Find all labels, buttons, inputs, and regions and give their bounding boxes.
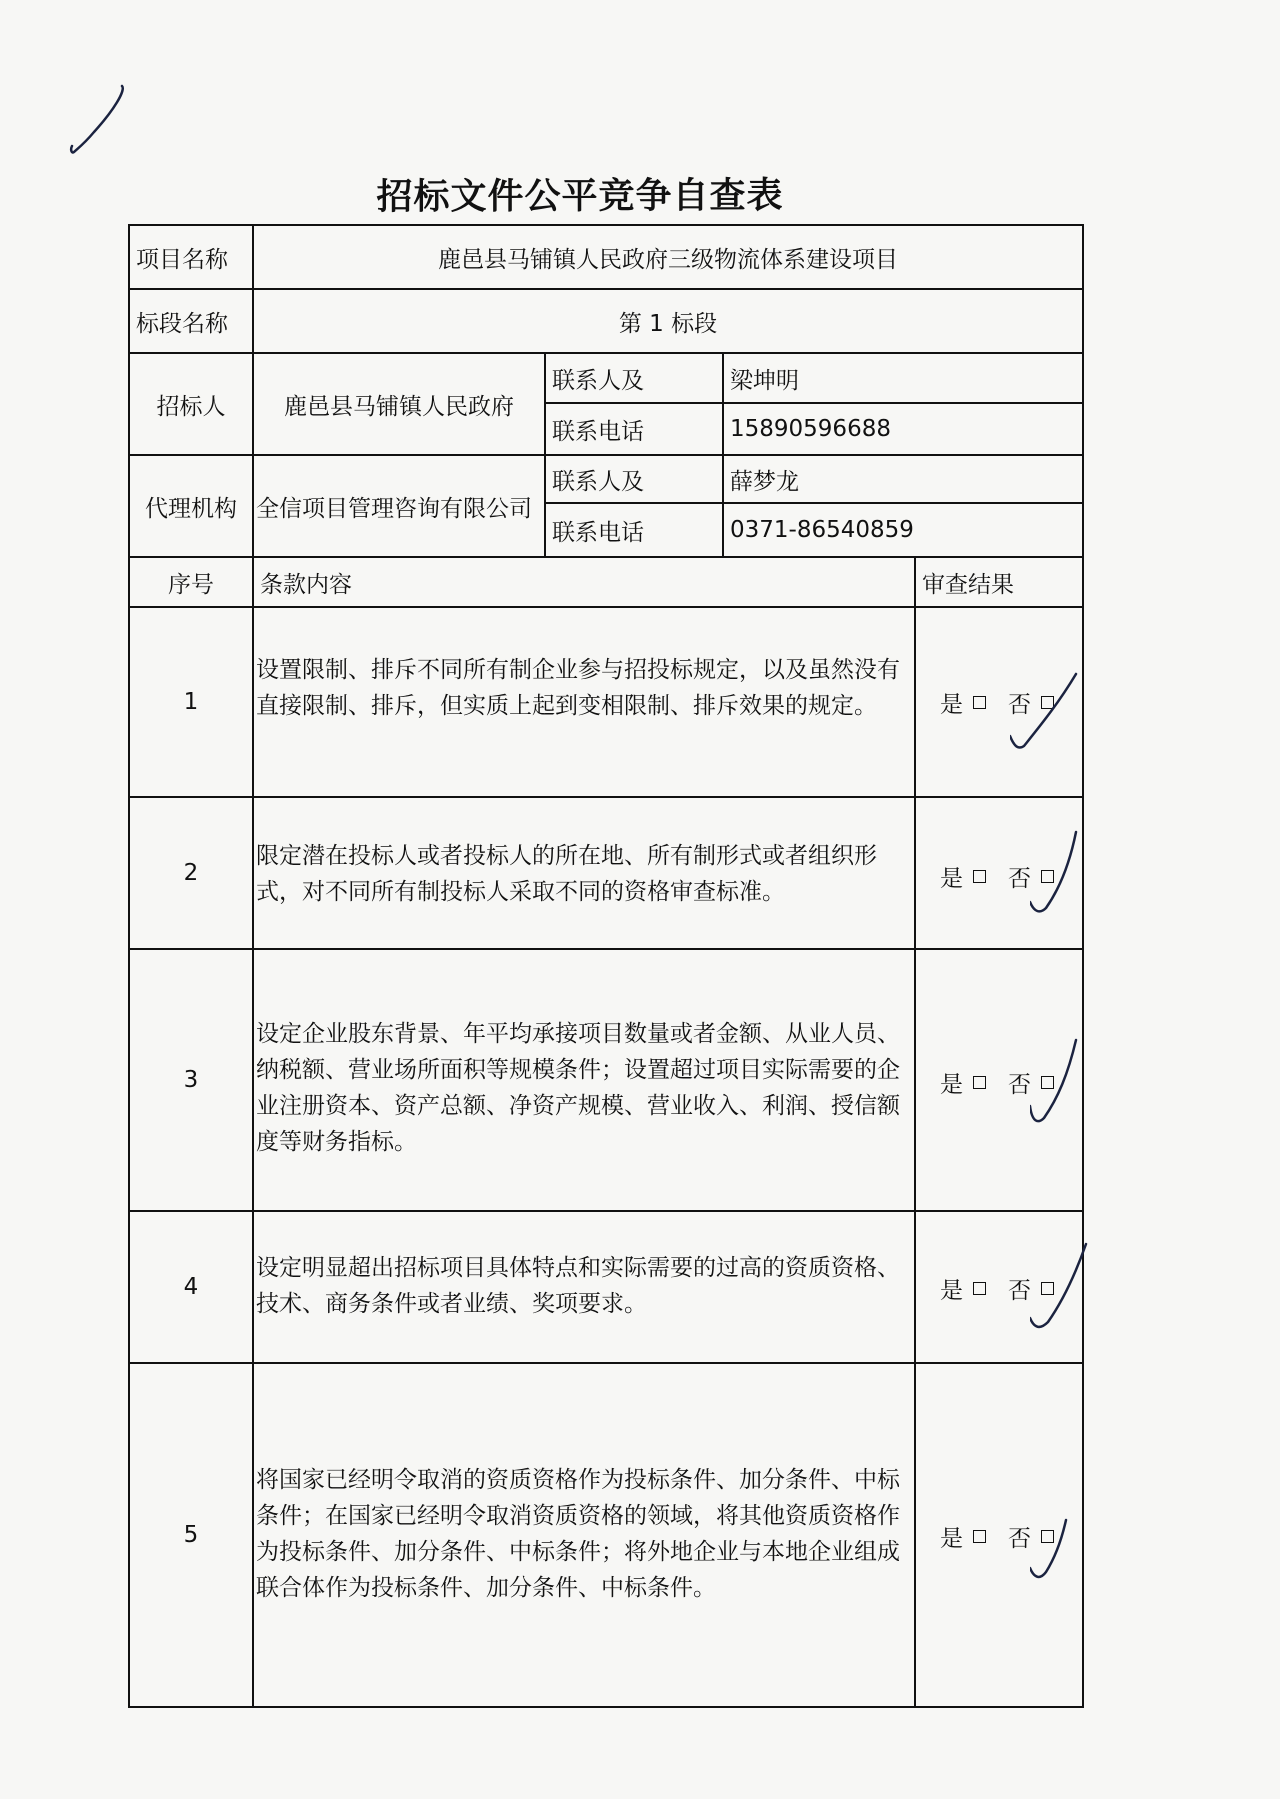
yes-checkbox [973, 1530, 986, 1543]
tenderer-phone-label: 联系电话 [552, 418, 644, 445]
column-header-clause: 条款内容 [260, 571, 352, 598]
agency-contact-label: 联系人及 [552, 468, 644, 495]
row-3-number: 3 [183, 1067, 199, 1093]
row-4-number: 4 [183, 1274, 199, 1300]
yes-option-label: 是 [940, 1278, 963, 1304]
row-5-clause: 将国家已经明令取消的资质资格作为投标条件、加分条件、中标条件；在国家已经明令取消资质资格的领域，将其他资质资格作为投标条件、加分条件、中标条件；将外地企业与本地企业组成联合体作为投标条件、加分条件、中标条件。 [256, 1467, 900, 1601]
yes-option-label: 是 [940, 1072, 963, 1098]
agency-label: 代理机构 [145, 495, 237, 522]
column-header-no: 序号 [168, 571, 214, 598]
no-option-label: 否 [1008, 1526, 1031, 1552]
row-3-clause: 设定企业股东背景、年平均承接项目数量或者金额、从业人员、纳税额、营业场所面积等规模条件；设置超过项目实际需要的企业注册资本、资产总额、净资产规模、营业收入、利润、授信额度等财务指标。 [256, 1021, 900, 1155]
agency-phone-value: 0371-86540859 [730, 517, 914, 543]
yes-checkbox [973, 870, 986, 883]
tenderer-contact-label: 联系人及 [552, 367, 644, 394]
no-option-label: 否 [1008, 866, 1031, 892]
yes-option-label: 是 [940, 692, 963, 718]
row-2-number: 2 [183, 860, 199, 886]
no-option-label: 否 [1008, 1278, 1031, 1304]
yes-checkbox [973, 1076, 986, 1089]
agency-contact-value: 薛梦龙 [730, 468, 799, 495]
section-name-label: 标段名称 [136, 310, 228, 337]
row-1-clause: 设置限制、排斥不同所有制企业参与招投标规定，以及虽然没有直接限制、排斥，但实质上起到变相限制、排斥效果的规定。 [256, 657, 900, 719]
handwritten-check-icon [1010, 646, 1100, 766]
yes-option-label: 是 [940, 1526, 963, 1552]
row-4-clause: 设定明显超出招标项目具体特点和实际需要的过高的资质资格、技术、商务条件或者业绩、奖项要求。 [256, 1255, 900, 1317]
handwritten-check-icon [1030, 1226, 1120, 1346]
tenderer-contact-value: 梁坤明 [730, 367, 799, 394]
tenderer-label: 招标人 [156, 393, 226, 420]
agency-value: 全信项目管理咨询有限公司 [256, 495, 532, 522]
handwritten-mark-icon [64, 80, 134, 160]
handwritten-check-icon [1030, 812, 1120, 932]
tenderer-phone-value: 15890596688 [730, 416, 891, 442]
handwritten-check-icon [1030, 1476, 1120, 1596]
yes-option-label: 是 [940, 866, 963, 892]
no-option-label: 否 [1008, 1072, 1031, 1098]
yes-checkbox [973, 1282, 986, 1295]
agency-phone-label: 联系电话 [552, 519, 644, 546]
project-name-value: 鹿邑县马铺镇人民政府三级物流体系建设项目 [438, 246, 898, 273]
handwritten-check-icon [1030, 1026, 1120, 1146]
tenderer-value: 鹿邑县马铺镇人民政府 [284, 393, 514, 420]
no-option-label: 否 [1008, 692, 1031, 718]
yes-checkbox [973, 696, 986, 709]
row-5-number: 5 [183, 1522, 199, 1548]
project-name-label: 项目名称 [136, 246, 228, 273]
row-2-clause: 限定潜在投标人或者投标人的所在地、所有制形式或者组织形式，对不同所有制投标人采取不同的资格审查标准。 [256, 843, 877, 905]
column-header-result: 审查结果 [922, 571, 1014, 598]
review-table [128, 224, 1084, 1708]
page-title: 招标文件公平竞争自查表 [376, 175, 784, 218]
row-1-number: 1 [183, 689, 199, 715]
section-name-value: 第 1 标段 [618, 310, 718, 337]
